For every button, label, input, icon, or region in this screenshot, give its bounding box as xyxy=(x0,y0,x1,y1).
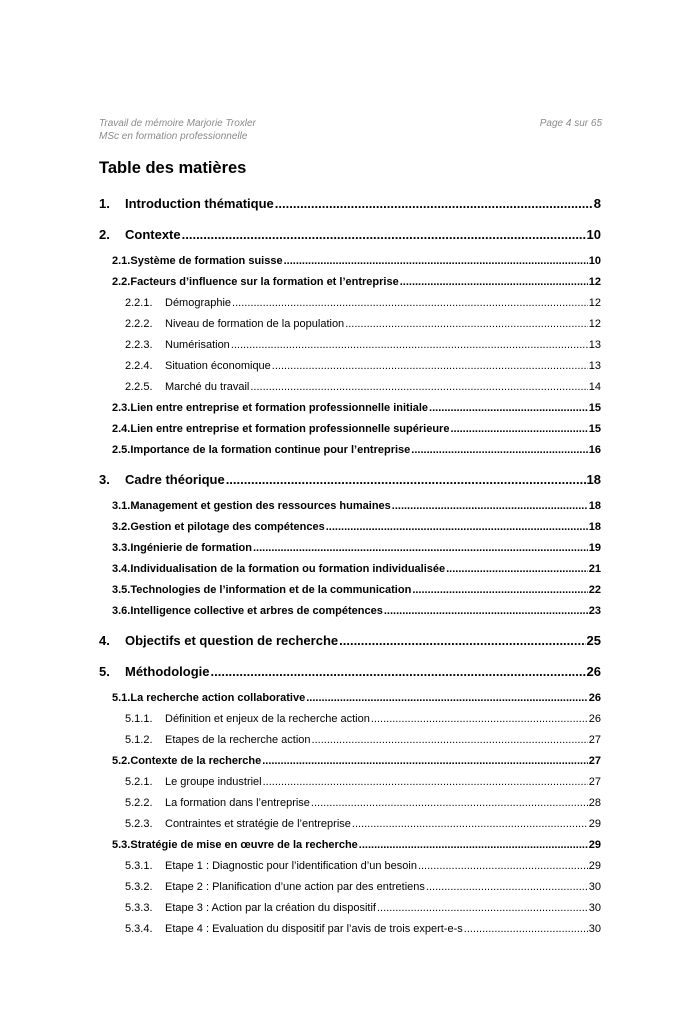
toc-entry-number: 2.4. xyxy=(112,423,131,435)
toc-entry-page: 30 xyxy=(588,923,601,935)
toc-entry-page: 30 xyxy=(588,881,601,893)
toc-entry[interactable] xyxy=(99,423,601,444)
toc-entry[interactable] xyxy=(99,776,601,797)
header-document-title: Travail de mémoire Marjorie Troxler xyxy=(99,118,256,129)
toc-entry-page: 22 xyxy=(588,584,601,596)
toc-entry-title: Définition et enjeux de la recherche action xyxy=(165,713,370,725)
toc-entry-page: 29 xyxy=(588,839,601,851)
toc-entry[interactable] xyxy=(99,381,601,402)
toc-entry-number: 2.1. xyxy=(112,255,131,267)
toc-entry-number: 3. xyxy=(99,472,110,487)
toc-entry[interactable] xyxy=(99,839,601,860)
toc-leader-dots xyxy=(339,633,585,648)
toc-entry-number: 3.4. xyxy=(112,563,131,575)
toc-entry-page: 12 xyxy=(588,318,601,330)
toc-entry-page: 25 xyxy=(586,633,601,648)
toc-entry[interactable] xyxy=(99,469,601,498)
toc-entry-page: 27 xyxy=(588,734,601,746)
header-page-number: Page 4 sur 65 xyxy=(539,118,602,129)
toc-entry[interactable] xyxy=(99,360,601,381)
toc-entry-number: 3.6. xyxy=(112,605,131,617)
toc-entry-title: Individualisation de la formation ou formation individualisée xyxy=(130,563,446,575)
toc-entry-number: 1. xyxy=(99,196,110,211)
toc-leader-dots xyxy=(306,692,588,704)
toc-entry-title: Etape 4 : Evaluation du dispositif par l’avis de trois expert-e-s xyxy=(165,923,463,935)
toc-entry[interactable] xyxy=(99,692,601,713)
toc-entry-page: 26 xyxy=(588,713,601,725)
toc-entry[interactable] xyxy=(99,881,601,902)
toc-leader-dots xyxy=(232,297,588,309)
toc-entry[interactable] xyxy=(99,605,601,626)
header-program-name: MSc en formation professionnelle xyxy=(99,130,248,142)
toc-entry[interactable] xyxy=(99,500,601,521)
toc-entry-page: 27 xyxy=(588,755,601,767)
toc-leader-dots xyxy=(231,339,588,351)
toc-entry-number: 3.5. xyxy=(112,584,131,596)
toc-entry[interactable] xyxy=(99,521,601,542)
toc-entry[interactable] xyxy=(99,318,601,339)
toc-entry[interactable] xyxy=(99,444,601,465)
toc-entry-title: Stratégie de mise en œuvre de la recherche xyxy=(130,839,358,851)
toc-entry-number: 5.3.2. xyxy=(125,881,153,893)
toc-leader-dots xyxy=(345,318,588,330)
toc-entry-page: 14 xyxy=(588,381,601,393)
toc-entry-title: Etapes de la recherche action xyxy=(165,734,311,746)
toc-leader-dots xyxy=(426,881,588,893)
toc-entry-title: Marché du travail xyxy=(165,381,250,393)
toc-entry-title: Introduction thématique xyxy=(125,196,274,211)
toc-entry-page: 10 xyxy=(588,255,601,267)
toc-entry[interactable] xyxy=(99,224,601,253)
toc-leader-dots xyxy=(262,755,588,767)
toc-entry-number: 2.2.2. xyxy=(125,318,153,330)
toc-entry-page: 15 xyxy=(588,423,601,435)
toc-entry-title: Numérisation xyxy=(165,339,230,351)
toc-leader-dots xyxy=(371,713,588,725)
toc-entry-title: Contraintes et stratégie de l’entreprise xyxy=(165,818,351,830)
toc-entry-number: 5.3. xyxy=(112,839,131,851)
toc-entry-title: Cadre théorique xyxy=(125,472,225,487)
toc-entry-title: Gestion et pilotage des compétences xyxy=(130,521,325,533)
toc-entry-title: La formation dans l’entreprise xyxy=(165,797,310,809)
toc-leader-dots xyxy=(275,196,593,211)
toc-leader-dots xyxy=(392,500,588,512)
toc-leader-dots xyxy=(450,423,587,435)
toc-entry-number: 3.1. xyxy=(112,500,131,512)
toc-entry-title: Niveau de formation de la population xyxy=(165,318,345,330)
toc-entry-page: 28 xyxy=(588,797,601,809)
toc-entry-number: 2.2. xyxy=(112,276,131,288)
toc-entry[interactable] xyxy=(99,584,601,605)
toc-entry-page: 18 xyxy=(588,500,601,512)
toc-leader-dots xyxy=(250,381,587,393)
toc-entry-number: 5.2. xyxy=(112,755,131,767)
toc-entry-title: Méthodologie xyxy=(125,664,210,679)
toc-entry-title: Démographie xyxy=(165,297,232,309)
page-title: Table des matières xyxy=(99,159,247,177)
toc-entry-title: Situation économique xyxy=(165,360,271,372)
toc-entry[interactable] xyxy=(99,542,601,563)
toc-entry-title: Importance de la formation continue pour l’entreprise xyxy=(130,444,411,456)
toc-leader-dots xyxy=(446,563,588,575)
toc-leader-dots xyxy=(226,472,586,487)
toc-entry[interactable] xyxy=(99,339,601,360)
toc-entry-title: Lien entre entreprise et formation professionnelle initiale xyxy=(130,402,429,414)
toc-entry-page: 23 xyxy=(588,605,601,617)
toc-entry-number: 4. xyxy=(99,633,110,648)
toc-entry-page: 18 xyxy=(588,521,601,533)
toc-entry-number: 5.1.2. xyxy=(125,734,153,746)
toc-leader-dots xyxy=(284,255,588,267)
toc-entry-number: 5.2.3. xyxy=(125,818,153,830)
toc-leader-dots xyxy=(211,664,586,679)
toc-entry-number: 2.3. xyxy=(112,402,131,414)
toc-leader-dots xyxy=(272,360,588,372)
toc-entry-page: 12 xyxy=(588,276,601,288)
toc-entry[interactable] xyxy=(99,563,601,584)
toc-entry-page: 13 xyxy=(588,339,601,351)
toc-leader-dots xyxy=(429,402,588,414)
toc-entry-title: Le groupe industriel xyxy=(165,776,262,788)
toc-entry-title: Etape 1 : Diagnostic pour l’identification d’un besoin xyxy=(165,860,417,872)
toc-entry-page: 27 xyxy=(588,776,601,788)
toc-entry-page: 30 xyxy=(588,902,601,914)
toc-entry-number: 5.1. xyxy=(112,692,131,704)
toc-entry-number: 5.2.1. xyxy=(125,776,153,788)
toc-entry-page: 16 xyxy=(588,444,601,456)
toc-entry-page: 13 xyxy=(588,360,601,372)
toc-entry-number: 2.2.1. xyxy=(125,297,153,309)
toc-leader-dots xyxy=(464,923,588,935)
toc-entry-page: 10 xyxy=(586,227,601,242)
toc-entry-title: Technologies de l’information et de la communication xyxy=(130,584,412,596)
toc-entry-title: Intelligence collective et arbres de compétences xyxy=(130,605,383,617)
toc-entry-number: 2.2.4. xyxy=(125,360,153,372)
toc-entry[interactable] xyxy=(99,630,601,659)
page-header xyxy=(99,118,602,143)
toc-entry-title: Management et gestion des ressources humaines xyxy=(130,500,391,512)
toc-entry-title: Lien entre entreprise et formation professionnelle supérieure xyxy=(130,423,450,435)
toc-entry[interactable] xyxy=(99,860,601,881)
toc-entry-page: 26 xyxy=(588,692,601,704)
toc-entry-number: 5.3.1. xyxy=(125,860,153,872)
toc-entry-title: Ingénierie de formation xyxy=(130,542,252,554)
toc-entry-page: 15 xyxy=(588,402,601,414)
toc-entry-title: Contexte de la recherche xyxy=(130,755,262,767)
toc-entry-title: Etape 2 : Planification d’une action par des entretiens xyxy=(165,881,425,893)
toc-leader-dots xyxy=(400,276,588,288)
toc-entry[interactable] xyxy=(99,402,601,423)
toc-entry-page: 29 xyxy=(588,860,601,872)
toc-entry-number: 5.2.2. xyxy=(125,797,153,809)
toc-entry-title: La recherche action collaborative xyxy=(130,692,306,704)
toc-entry-number: 5.3.4. xyxy=(125,923,153,935)
toc-entry-number: 5.3.3. xyxy=(125,902,153,914)
toc-entry-number: 2. xyxy=(99,227,110,242)
toc-leader-dots xyxy=(412,584,587,596)
toc-entry-number: 2.2.5. xyxy=(125,381,153,393)
toc-entry[interactable] xyxy=(99,755,601,776)
toc-leader-dots xyxy=(384,605,588,617)
toc-entry-page: 12 xyxy=(588,297,601,309)
toc-entry-page: 21 xyxy=(588,563,601,575)
toc-entry-title: Contexte xyxy=(125,227,181,242)
table-of-contents xyxy=(99,193,601,944)
toc-leader-dots xyxy=(352,818,588,830)
toc-leader-dots xyxy=(326,521,588,533)
toc-entry-page: 26 xyxy=(586,664,601,679)
toc-leader-dots xyxy=(411,444,587,456)
toc-entry[interactable] xyxy=(99,193,601,222)
toc-entry[interactable] xyxy=(99,713,601,734)
toc-entry[interactable] xyxy=(99,818,601,839)
toc-entry-number: 5. xyxy=(99,664,110,679)
toc-entry-title: Etape 3 : Action par la création du dispositif xyxy=(165,902,376,914)
toc-entry[interactable] xyxy=(99,797,601,818)
toc-entry-title: Facteurs d’influence sur la formation et l’entreprise xyxy=(130,276,399,288)
toc-entry-title: Système de formation suisse xyxy=(130,255,283,267)
toc-entry-number: 2.5. xyxy=(112,444,131,456)
toc-entry[interactable] xyxy=(99,276,601,297)
toc-leader-dots xyxy=(377,902,588,914)
toc-entry-page: 29 xyxy=(588,818,601,830)
toc-entry[interactable] xyxy=(99,902,601,923)
toc-entry-page: 19 xyxy=(588,542,601,554)
toc-entry-number: 3.3. xyxy=(112,542,131,554)
toc-entry-number: 5.1.1. xyxy=(125,713,153,725)
toc-entry[interactable] xyxy=(99,297,601,318)
toc-leader-dots xyxy=(253,542,588,554)
toc-entry-page: 18 xyxy=(586,472,601,487)
toc-entry[interactable] xyxy=(99,923,601,944)
toc-entry-title: Objectifs et question de recherche xyxy=(125,633,339,648)
toc-leader-dots xyxy=(311,797,588,809)
toc-leader-dots xyxy=(263,776,588,788)
toc-leader-dots xyxy=(418,860,588,872)
toc-leader-dots xyxy=(182,227,586,242)
toc-entry[interactable] xyxy=(99,255,601,276)
toc-leader-dots xyxy=(359,839,588,851)
toc-entry-number: 3.2. xyxy=(112,521,131,533)
toc-entry-number: 2.2.3. xyxy=(125,339,153,351)
toc-leader-dots xyxy=(312,734,588,746)
toc-entry-page: 8 xyxy=(593,196,601,211)
toc-entry[interactable] xyxy=(99,734,601,755)
toc-entry[interactable] xyxy=(99,661,601,690)
